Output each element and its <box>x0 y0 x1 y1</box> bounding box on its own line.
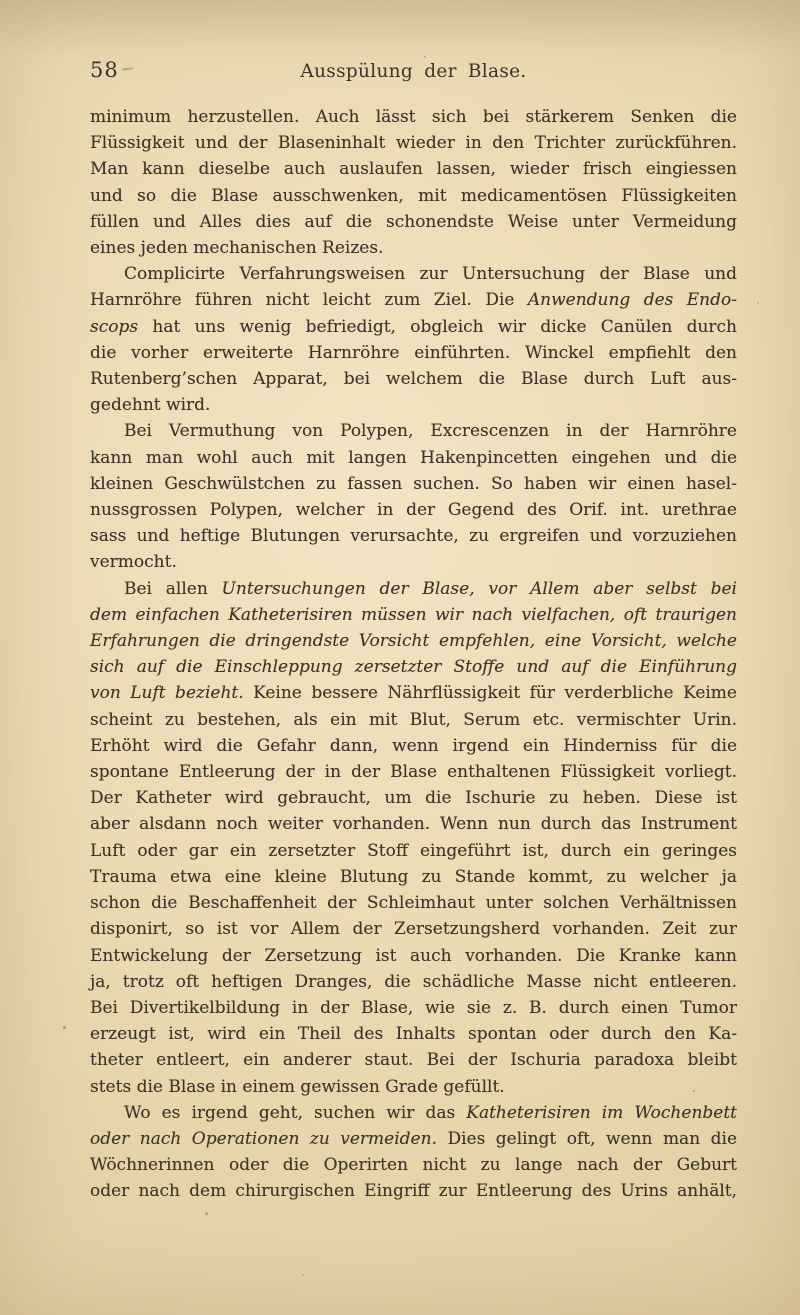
text-segment: hat uns wenig befriedigt, obgleich wir dicke Canülen durch <box>138 316 737 337</box>
text-segment: von Luft bezieht. <box>90 683 244 704</box>
text-segment: füllen und Alles dies auf die schonendste Weise unter Vermeidung <box>90 211 737 232</box>
text-segment: Rutenberg’schen Apparat, bei welchem die Blase durch Luft aus- <box>90 369 737 390</box>
text-segment: vermocht. <box>90 552 177 573</box>
paper-speck <box>757 302 759 304</box>
text-line <box>90 864 737 890</box>
text-segment: gedehnt wird. <box>90 395 211 416</box>
text-segment: Dies gelingt oft, wenn man die <box>436 1128 737 1149</box>
text-segment: kann man wohl auch mit langen Hakenpincetten eingehen und die <box>90 447 737 468</box>
paragraph <box>90 261 737 418</box>
text-segment: Keine bessere Nährflüssigkeit für verderbliche Keime <box>243 683 737 704</box>
paragraph <box>90 1100 737 1205</box>
paper-speck <box>302 1274 304 1276</box>
text-line <box>90 1047 737 1073</box>
paragraph <box>90 576 737 1100</box>
running-header: Ausspülung der Blase. <box>300 61 527 82</box>
text-segment: Bei allen <box>124 578 222 599</box>
text-segment: Anwendung des Endo- <box>527 290 737 311</box>
text-line <box>90 235 737 261</box>
text-line <box>90 1178 737 1204</box>
text-segment: Wo es irgend geht, suchen wir das <box>124 1102 467 1123</box>
text-line <box>90 733 737 759</box>
text-line <box>90 811 737 837</box>
text-segment: Wöchnerinnen oder die Operirten nicht zu lange nach der Geburt <box>90 1155 737 1176</box>
text-segment: minimum herzustellen. Auch lässt sich bei stärkerem Senken die <box>90 107 737 127</box>
text-segment: oder nach dem chirurgischen Eingriff zur Entleerung des Urins anhält, <box>90 1181 737 1202</box>
text-line <box>90 628 737 654</box>
text-line <box>90 340 737 366</box>
text-segment: stets die Blase in einem gewissen Grade gefüllt. <box>90 1076 505 1097</box>
text-line <box>90 707 737 733</box>
text-segment: ja, trotz oft heftigen Dranges, die schädliche Masse nicht entleeren. <box>90 971 737 992</box>
text-line <box>90 497 737 523</box>
text-line <box>90 969 737 995</box>
text-segment: Entwickelung der Zersetzung ist auch vorhanden. Die Kranke kann <box>90 945 737 966</box>
text-line <box>90 1126 737 1152</box>
text-segment: Harnröhre führen nicht leicht zum Ziel. Die <box>90 290 528 311</box>
text-segment: erzeugt ist, wird ein Theil des Inhalts spontan oder durch den Ka- <box>90 1024 737 1045</box>
text-segment: Erfahrungen die dringendste Vorsicht empfehlen, eine Vorsicht, welche <box>90 631 737 652</box>
text-segment: scops <box>90 316 139 337</box>
text-line <box>90 130 737 156</box>
text-segment: Complicirte Verfahrungsweisen zur Untersuchung der Blase und <box>124 264 737 285</box>
paper-speck <box>424 56 426 58</box>
text-segment: kleinen Geschwülstchen zu fassen suchen. So haben wir einen hasel- <box>90 473 737 494</box>
text-line <box>90 183 737 209</box>
text-line <box>90 785 737 811</box>
text-line <box>90 680 737 706</box>
text-segment: schon die Beschaffenheit der Schleimhaut unter solchen Verhältnissen <box>90 893 737 914</box>
text-line <box>90 1100 737 1126</box>
text-line <box>90 1152 737 1178</box>
text-line <box>90 104 737 130</box>
page-number: 58 <box>90 58 119 82</box>
text-segment: scheint zu bestehen, als ein mit Blut, Serum etc. vermischter Urin. <box>90 709 737 730</box>
text-line <box>90 418 737 444</box>
text-line <box>90 602 737 628</box>
text-line <box>90 549 737 575</box>
text-segment: disponirt, so ist vor Allem der Zersetzungsherd vorhanden. Zeit zur <box>90 919 737 940</box>
text-segment: Erhöht wird die Gefahr dann, wenn irgend ein Hinderniss für die <box>90 735 737 756</box>
text-segment: Der Katheter wird gebraucht, um die Ischurie zu heben. Diese ist <box>90 788 737 809</box>
text-line <box>90 392 737 418</box>
text-segment: sass und heftige Blutungen verursachte, zu ergreifen und vorzuziehen <box>90 526 737 547</box>
text-line <box>90 838 737 864</box>
paper-speck <box>63 1026 66 1029</box>
text-segment: Bei Divertikelbildung in der Blase, wie sie z. B. durch einen Tumor <box>90 997 737 1018</box>
text-line <box>90 759 737 785</box>
text-line <box>90 1074 737 1100</box>
text-line <box>90 314 737 340</box>
text-segment: eines jeden mechanischen Reizes. <box>90 238 384 259</box>
text-line <box>90 366 737 392</box>
paper-speck <box>205 1212 208 1215</box>
text-segment: dem einfachen Katheterisiren müssen wir nach vielfachen, oft traurigen <box>90 604 737 625</box>
text-segment: sich auf die Einschleppung zersetzter Stoffe und auf die Einführung <box>90 657 737 678</box>
text-line <box>90 445 737 471</box>
text-line <box>90 916 737 942</box>
text-segment: die vorher erweiterte Harnröhre einführten. Winckel empfiehlt den <box>90 342 737 363</box>
text-segment: oder nach Operationen zu vermeiden. <box>90 1128 437 1149</box>
text-segment: Man kann dieselbe auch auslaufen lassen, wieder frisch eingiessen <box>90 159 737 180</box>
text-segment: und so die Blase ausschwenken, mit medicamentösen Flüssigkeiten <box>90 185 737 206</box>
text-segment: aber alsdann noch weiter vorhanden. Wenn nun durch das Instrument <box>90 814 737 835</box>
text-line <box>90 943 737 969</box>
text-line <box>90 209 737 235</box>
text-line <box>90 261 737 287</box>
text-segment: Katheterisiren im Wochenbett <box>466 1102 737 1123</box>
text-line <box>90 654 737 680</box>
paragraph <box>90 104 737 261</box>
text-line <box>90 523 737 549</box>
text-segment: Luft oder gar ein zersetzter Stoff eingeführt ist, durch ein geringes <box>90 840 737 861</box>
text-segment: theter entleert, ein anderer staut. Bei der Ischuria paradoxa bleibt <box>90 1050 737 1071</box>
text-line <box>90 995 737 1021</box>
paragraph <box>90 418 737 575</box>
text-segment: spontane Entleerung der in der Blase enthaltenen Flüssigkeit vorliegt. <box>90 762 737 783</box>
text-segment: Trauma etwa eine kleine Blutung zu Stande kommt, zu welcher ja <box>90 866 737 887</box>
text-segment: Bei Vermuthung von Polypen, Excrescenzen in der Harnröhre <box>124 421 737 442</box>
text-segment: Untersuchungen der Blase, vor Allem aber selbst bei <box>221 578 737 599</box>
text-line <box>90 471 737 497</box>
text-line <box>90 156 737 182</box>
text-line <box>90 576 737 602</box>
text-segment: Flüssigkeit und der Blaseninhalt wieder in den Trichter zurückführen. <box>90 133 737 154</box>
text-line <box>90 1021 737 1047</box>
text-segment: nussgrossen Polypen, welcher in der Gegend des Orif. int. urethrae <box>90 500 737 521</box>
text-line <box>90 890 737 916</box>
page-body <box>90 104 737 1205</box>
text-line <box>90 287 737 313</box>
